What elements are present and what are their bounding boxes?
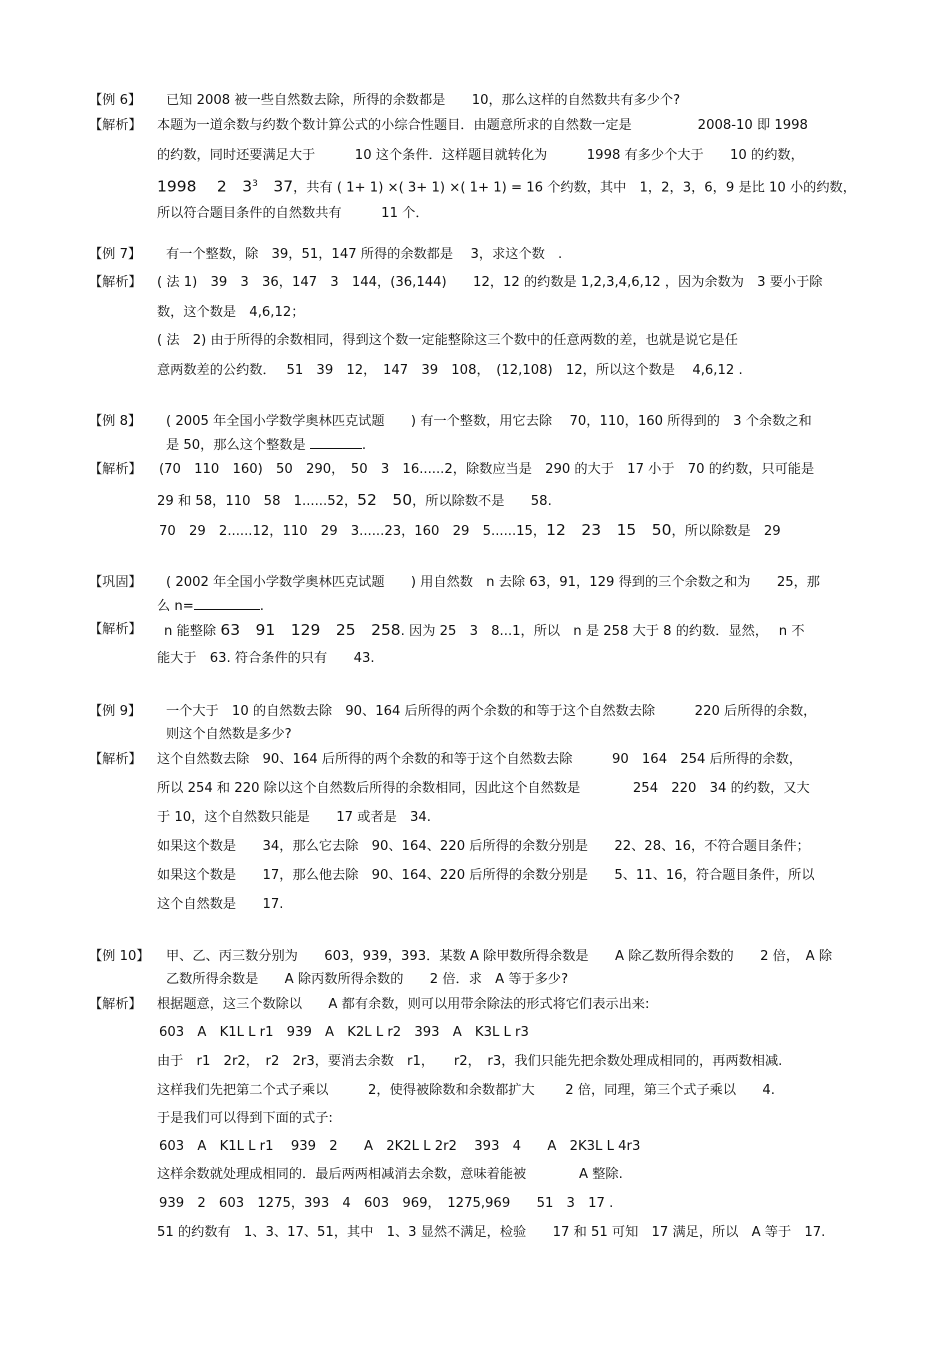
- example-8-analysis-line: [157, 491, 552, 511]
- example-9-question: 一个大于 10 的自然数去除 90、164 后所得的两个余数的和等于这个自然数去除 220 后所得的余数，: [166, 704, 817, 719]
- analysis-text: 70 29 2......12，110 29 3......23，160 29 5......15，: [159, 524, 547, 539]
- example-9-analysis-line: 如果这个数是 17，那么他去除 90、164、220 后所得的余数分别是 5、11、16，符合题目条件，所以: [157, 868, 815, 883]
- example-7-analysis-line: ( 法 1) 39 3 36，147 3 144，(36,144) 12，12 的约数是 1,2,3,4,6,12 ，因为余数为 3 要小于除: [157, 275, 823, 290]
- factorization-text: 1998 2 3: [157, 177, 253, 196]
- example-10-analysis-line: 由于 r1 2r2， r2 2r3，要消去余数 r1， r2， r3，我们只能先把余数处理成相同的，再两数相减.: [157, 1054, 783, 1069]
- example-10-question: 乙数所得余数是 A 除丙数所得余数的 2 倍．求 A 等于多少?: [166, 972, 569, 987]
- example-6-analysis-line: 的约数，同时还要满足大于 10 这个条件．这样题目就转化为 1998 有多少个大于 10 的约数，: [157, 148, 804, 163]
- analysis-text: n 能整除: [164, 624, 217, 639]
- example-10-analysis-tag: 【解析】: [89, 997, 142, 1012]
- example-9-analysis-line: 于 10，这个自然数只能是 17 或者是 34.: [157, 810, 431, 825]
- inequality-text: 52 50: [357, 491, 413, 509]
- question-text: 是 50，那么这个整数是: [166, 438, 306, 453]
- example-8-question: [166, 436, 366, 455]
- example-10-equation: 603 A K1L L r1 939 2 A 2K2L L 2r2 393 4 A 2K3L L 4r3: [159, 1139, 641, 1154]
- example-9-analysis-line: 这个自然数去除 90、164 后所得的两个余数的和等于这个自然数去除 90 164 254 后所得的余数，: [157, 752, 802, 767]
- question-text: 么 n=: [157, 599, 194, 614]
- example-10-equation: 939 2 603 1275，393 4 603 969， 1275,969 51 3 17 .: [159, 1196, 614, 1211]
- analysis-text: ，所以除数不是 58.: [412, 494, 552, 509]
- example-10-analysis-line: 根据题意，这三个数除以 A 都有余数，则可以用带余除法的形式将它们表示出来:: [157, 997, 650, 1012]
- example-8-tag: 【例 8】: [89, 414, 142, 429]
- analysis-text: ，所以除数是 29: [671, 524, 781, 539]
- consolidation-analysis-tag: 【解析】: [89, 622, 142, 637]
- example-7-analysis-line: 数，这个数是 4,6,12；: [157, 305, 305, 320]
- example-6-tag: 【例 6】: [89, 93, 142, 108]
- example-10-analysis-line: 51 的约数有 1、3、17、51，其中 1、3 显然不满足，检验 17 和 51 可知 17 满足，所以 A 等于 17.: [157, 1225, 826, 1240]
- consolidation-question: [157, 597, 264, 616]
- example-6-question: 已知 2008 被一些自然数去除，所得的余数都是 10，那么这样的自然数共有多少个?: [166, 93, 681, 108]
- expression-text: 63 91 129 25 258: [220, 621, 401, 639]
- consolidation-analysis-line: [164, 621, 805, 641]
- example-8-analysis-line: [159, 521, 781, 541]
- sum-text: 12 23 15 50: [546, 521, 672, 539]
- answer-blank: [310, 436, 362, 449]
- example-9-analysis-tag: 【解析】: [89, 752, 142, 767]
- example-10-analysis-line: 于是我们可以得到下面的式子:: [157, 1111, 333, 1126]
- example-9-question: 则这个自然数是多少?: [166, 727, 292, 742]
- example-6-analysis-line: [157, 175, 856, 197]
- example-6-analysis-line: 本题为一道余数与约数个数计算公式的小综合性题目．由题意所求的自然数一定是 2008-10 即 1998: [157, 118, 808, 133]
- analysis-text: ，共有 ( 1+ 1) ×( 3+ 1) ×( 1+ 1) = 16 个约数，其中 1，2，3，6，9 是比 10 小的约数，: [293, 180, 856, 196]
- exponent: 3: [252, 179, 258, 189]
- example-6-analysis-line: 所以符合题目条件的自然数共有 11 个．: [157, 206, 429, 221]
- example-8-analysis-line: (70 110 160) 50 290， 50 3 16......2，除数应当是 290 的大于 17 小于 70 的约数，只可能是: [159, 462, 815, 477]
- example-8-analysis-tag: 【解析】: [89, 462, 142, 477]
- example-7-analysis-tag: 【解析】: [89, 275, 142, 290]
- answer-blank: [194, 597, 260, 610]
- factorization-text: 37: [257, 177, 294, 196]
- example-10-analysis-line: 这样我们先把第二个式子乘以 2，使得被除数和余数都扩大 2 倍，同理，第三个式子乘以 4.: [157, 1083, 775, 1098]
- example-10-question: 甲、乙、丙三数分别为 603，939，393．某数 A 除甲数所得余数是 A 除乙数所得余数的 2 倍， A 除: [166, 949, 833, 964]
- consolidation-analysis-line: 能大于 63. 符合条件的只有 43.: [157, 651, 375, 666]
- example-7-tag: 【例 7】: [89, 247, 142, 262]
- question-text: .: [259, 599, 264, 614]
- example-7-analysis-line: 意两数差的公约数． 51 39 12， 147 39 108， (12,108) 12，所以这个数是 4,6,12 .: [157, 363, 743, 378]
- analysis-text: 29 和 58，110 58 1......52，: [157, 494, 358, 509]
- example-8-question: ( 2005 年全国小学数学奥林匹克试题 ) 有一个整数，用它去除 70，110，160 所得到的 3 个余数之和: [166, 414, 812, 429]
- example-9-analysis-line: 如果这个数是 34，那么它去除 90、164、220 后所得的余数分别是 22、28、16，不符合题目条件；: [157, 839, 810, 854]
- example-10-equation: 603 A K1L L r1 939 A K2L L r2 393 A K3L L r3: [159, 1025, 529, 1040]
- example-7-question: 有一个整数，除 39，51，147 所得的余数都是 3，求这个数 .: [166, 247, 563, 262]
- question-text: .: [361, 438, 367, 453]
- consolidation-question: ( 2002 年全国小学数学奥林匹克试题 ) 用自然数 n 去除 63，91，129 得到的三个余数之和为 25，那: [166, 575, 820, 590]
- example-6-analysis-tag: 【解析】: [89, 118, 142, 133]
- example-9-analysis-line: 所以 254 和 220 除以这个自然数后所得的余数相同，因此这个自然数是 254 220 34 的约数，又大: [157, 781, 810, 796]
- example-7-analysis-line: ( 法 2) 由于所得的余数相同，得到这个数一定能整除这三个数中的任意两数的差，也就是说它是任: [157, 333, 738, 348]
- example-9-analysis-line: 这个自然数是 17.: [157, 897, 284, 912]
- example-9-tag: 【例 9】: [89, 704, 142, 719]
- example-10-analysis-line: 这样余数就处理成相同的．最后两两相减消去余数，意味着能被 A 整除.: [157, 1167, 623, 1182]
- example-10-tag: 【例 10】: [89, 949, 150, 964]
- analysis-text: . 因为 25 3 8...1，所以 n 是 258 大于 8 的约数．显然， n 不: [400, 624, 805, 639]
- consolidation-tag: 【巩固】: [89, 575, 142, 590]
